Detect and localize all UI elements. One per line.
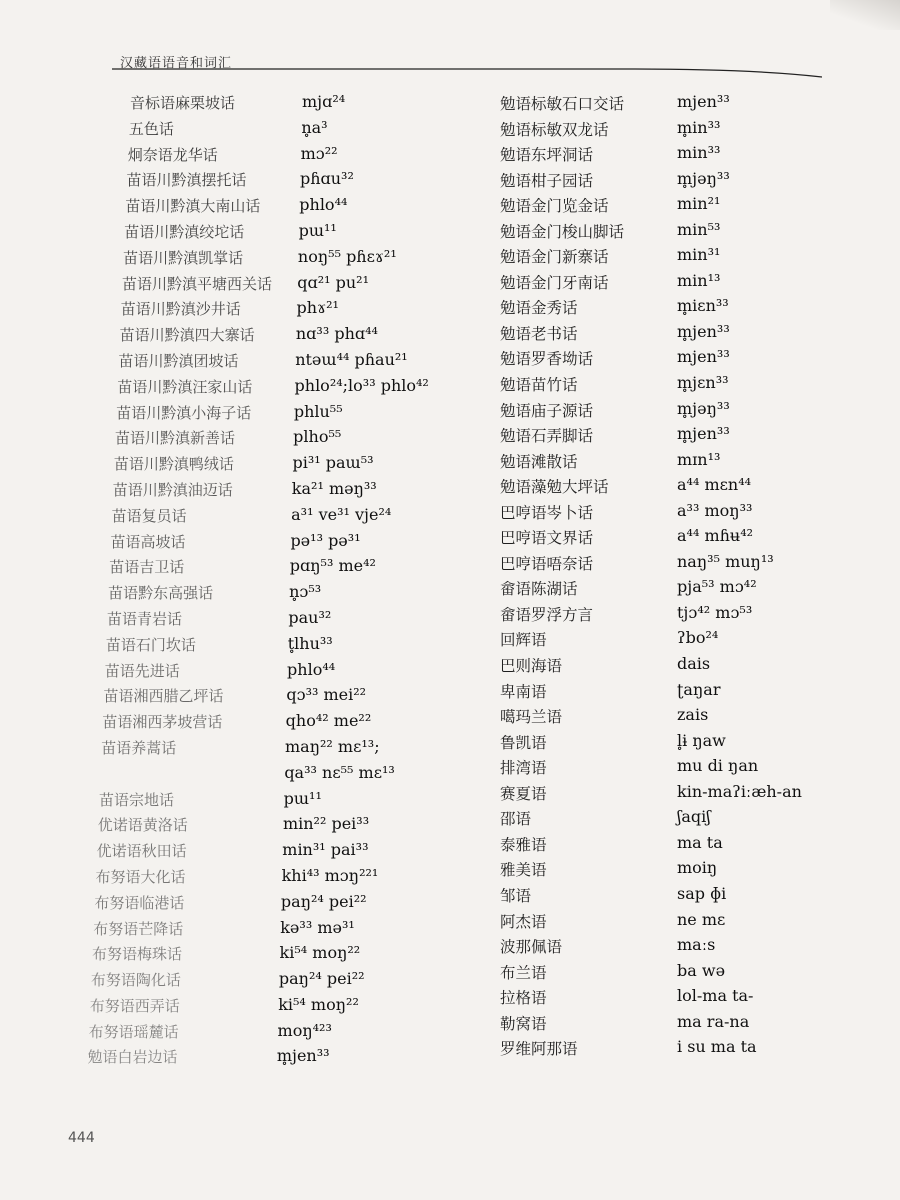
word-form: l̥ɨ ŋaw xyxy=(677,730,726,750)
entry-row xyxy=(496,373,896,399)
entry-row xyxy=(496,399,896,425)
word-form: mjɑ²⁴ xyxy=(302,92,346,111)
entry-row xyxy=(0,814,470,840)
entry-row xyxy=(0,685,470,711)
word-form: plho⁵⁵ xyxy=(293,427,342,447)
entry-row xyxy=(496,680,896,706)
entry-row xyxy=(0,118,470,144)
word-form: zais xyxy=(677,705,709,725)
dialect-name: 苗语川黔滇小海子话 xyxy=(116,403,252,422)
dialect-name: 雅美语 xyxy=(500,861,547,880)
word-form: moŋ⁴²³ xyxy=(277,1020,332,1040)
dialect-name: 苗语湘西茅坡营话 xyxy=(102,713,223,732)
word-form: dais xyxy=(677,654,711,674)
word-form: m̥jen³³ xyxy=(677,321,730,341)
entry-row xyxy=(496,577,896,603)
word-form: m̥jəŋ³³ xyxy=(677,168,730,188)
entry-row xyxy=(496,501,896,527)
dialect-name: 勉语石弄脚话 xyxy=(500,427,594,446)
entry-row xyxy=(496,245,896,271)
word-form: maːs xyxy=(677,935,716,955)
dialect-name: 优诺语秋田话 xyxy=(96,842,187,861)
dialect-name: 音标语麻栗坡话 xyxy=(130,94,236,112)
dialect-name: 勉语标敏石口交话 xyxy=(500,95,625,113)
entry-row xyxy=(0,711,470,737)
entry-row xyxy=(0,531,470,557)
word-form: pja⁵³ mɔ⁴² xyxy=(677,577,757,597)
dialect-name: 苗语青岩话 xyxy=(107,609,183,628)
dialect-name: 苗语川黔滇油迈话 xyxy=(112,480,233,499)
word-form: min⁵³ xyxy=(677,219,721,239)
entry-row xyxy=(496,194,896,220)
dialect-name: 布努语陶化话 xyxy=(90,971,181,990)
entry-row xyxy=(0,634,470,660)
left-word-column xyxy=(0,92,470,1072)
dialect-name: 勉语老书话 xyxy=(500,324,578,343)
word-form: a⁴⁴ mɛn⁴⁴ xyxy=(677,475,752,495)
entry-row xyxy=(0,92,470,118)
dialect-name: 布努语西弄话 xyxy=(89,996,180,1015)
dialect-name: 苗语高坡话 xyxy=(110,532,186,551)
dialect-name: 炯奈语龙华话 xyxy=(127,145,218,164)
dialect-name: 勉语金门梭山脚话 xyxy=(500,222,625,241)
dialect-name: 苗语复员话 xyxy=(111,506,187,525)
word-form: n̥a³ xyxy=(301,117,328,137)
dialect-name: 排湾语 xyxy=(500,759,547,778)
dialect-name: 回辉语 xyxy=(500,631,547,650)
entry-row xyxy=(0,273,470,299)
word-form: m̥in³³ xyxy=(677,117,721,137)
dialect-name: 布努语瑶麓话 xyxy=(88,1022,179,1041)
word-form: paŋ²⁴ pei²² xyxy=(280,891,367,911)
dialect-name: 邵语 xyxy=(500,810,532,829)
word-form: ma ta xyxy=(677,832,723,852)
entry-row xyxy=(496,884,896,910)
word-form: m̥jen³³ xyxy=(677,424,730,444)
entry-row xyxy=(0,866,470,892)
word-form: ma ra-na xyxy=(677,1011,750,1031)
word-form: lol-ma ta- xyxy=(677,986,754,1006)
entry-row xyxy=(0,402,470,428)
entry-row xyxy=(496,731,896,757)
word-form: ba wə xyxy=(677,960,726,980)
entry-row xyxy=(0,298,470,324)
entry-row xyxy=(0,556,470,582)
word-form: min³¹ pai³³ xyxy=(282,840,369,860)
word-form: m̥iɛn³³ xyxy=(677,296,729,316)
entry-row xyxy=(496,322,896,348)
dialect-name: 苗语川黔滇凯掌话 xyxy=(123,248,244,267)
dialect-name: 阿杰语 xyxy=(500,912,547,931)
word-form: pɯ¹¹ xyxy=(283,788,322,808)
dialect-name: 巴哼语岑卜话 xyxy=(500,503,594,522)
dialect-name: 罗维阿那语 xyxy=(500,1040,578,1059)
entry-row xyxy=(0,969,470,995)
entry-row xyxy=(496,705,896,731)
entry-row xyxy=(496,858,896,884)
word-form: pɯ¹¹ xyxy=(298,220,337,240)
word-form: min³³ xyxy=(677,143,721,163)
entry-row xyxy=(496,935,896,961)
word-form: ki⁵⁴ moŋ²² xyxy=(279,943,361,963)
word-form: mɪn¹³ xyxy=(677,449,721,469)
entry-row xyxy=(0,660,470,686)
dialect-name: 勉语藻勉大坪话 xyxy=(500,478,609,497)
dialect-name: 勒窝语 xyxy=(500,1014,547,1033)
dialect-name: 拉格语 xyxy=(500,989,547,1008)
dialect-name: 布努语大化话 xyxy=(95,867,186,886)
dialect-name: 苗语川黔滇四大寨话 xyxy=(119,326,255,345)
word-form: a³¹ ve³¹ vje²⁴ xyxy=(291,504,392,524)
word-form: m̥jəŋ³³ xyxy=(677,398,730,418)
dialect-name: 勉语标敏双龙话 xyxy=(500,120,609,139)
dialect-name: 畲语罗浮方言 xyxy=(500,605,594,624)
dialect-name: 优诺语黄洛话 xyxy=(97,816,188,835)
word-form: ka²¹ məŋ³³ xyxy=(291,478,377,498)
word-form: pɑŋ⁵³ me⁴² xyxy=(289,556,376,576)
dialect-name: 勉语金门新寨话 xyxy=(500,248,609,267)
entry-row xyxy=(496,782,896,808)
entry-row xyxy=(496,807,896,833)
entry-row xyxy=(496,1012,896,1038)
word-form: phlo²⁴;lo³³ phlo⁴² xyxy=(294,375,429,395)
word-form: paŋ²⁴ pei²² xyxy=(278,969,365,989)
entry-row xyxy=(496,92,896,118)
dialect-name: 勉语罗香坳话 xyxy=(500,350,594,369)
word-form: mjen³³ xyxy=(677,347,730,367)
word-form: min²¹ xyxy=(677,194,721,214)
dialect-name: 畲语陈湖话 xyxy=(500,580,578,599)
word-form: ʔbo²⁴ xyxy=(677,628,719,648)
entry-row xyxy=(496,118,896,144)
entry-row xyxy=(496,910,896,936)
word-form: mjen³³ xyxy=(677,92,730,111)
word-form: mɔ²² xyxy=(300,143,338,163)
entry-row xyxy=(0,324,470,350)
dialect-name: 卑南语 xyxy=(500,682,547,701)
word-form: qɔ³³ mei²² xyxy=(286,685,367,705)
entry-row xyxy=(0,995,470,1021)
word-form: phlu⁵⁵ xyxy=(293,401,343,421)
word-form: pau³² xyxy=(288,607,332,627)
dialect-name: 勉语庙子源话 xyxy=(500,401,594,420)
dialect-name: 勉语滩散话 xyxy=(500,452,578,471)
word-form: maŋ²² mɛ¹³; xyxy=(285,736,380,756)
dialect-name: 勉语金门览金话 xyxy=(500,197,609,216)
entry-row xyxy=(496,1037,896,1063)
dialect-name: 苗语吉卫话 xyxy=(109,558,185,577)
dialect-name: 苗语黔东高强话 xyxy=(108,584,214,603)
dialect-name: 波那佩语 xyxy=(500,938,563,957)
word-form: ntəɯ⁴⁴ pɦau²¹ xyxy=(295,349,408,369)
word-form: pə¹³ pə³¹ xyxy=(290,530,361,550)
dialect-name: 苗语养蒿话 xyxy=(101,738,177,757)
word-form: naŋ³⁵ muŋ¹³ xyxy=(677,551,774,571)
word-form: tjɔ⁴² mɔ⁵³ xyxy=(677,602,753,622)
entry-row xyxy=(0,737,470,763)
dialect-name: 苗语川黔滇新善话 xyxy=(115,429,236,448)
word-form: khi⁴³ mɔŋ²²¹ xyxy=(281,865,379,885)
dialect-name: 勉语白岩边话 xyxy=(87,1048,178,1067)
entry-row xyxy=(496,475,896,501)
dialect-name: 巴哼语文界话 xyxy=(500,529,594,548)
word-form: ʈaŋar xyxy=(677,679,721,699)
entry-row xyxy=(496,169,896,195)
word-form: a³³ moŋ³³ xyxy=(677,500,753,520)
word-form: sap ɸi xyxy=(677,883,727,903)
dialect-name: 苗语川黔滇绞坨话 xyxy=(124,222,245,241)
dialect-name: 勉语金秀话 xyxy=(500,299,578,318)
dialect-name: 赛夏语 xyxy=(500,784,547,803)
dialect-name: 噶玛兰语 xyxy=(500,708,563,727)
word-form: mu di ŋan xyxy=(677,756,759,776)
word-form: m̥jen³³ xyxy=(276,1046,330,1066)
page-number: 444 xyxy=(68,1130,95,1146)
word-form: nɑ³³ phɑ⁴⁴ xyxy=(295,324,378,344)
word-form: phlo⁴⁴ xyxy=(287,659,336,679)
entry-row xyxy=(0,840,470,866)
dialect-name: 布努语梅珠话 xyxy=(92,945,183,964)
entry-row xyxy=(496,143,896,169)
word-form: i su ma ta xyxy=(677,1037,757,1057)
dialect-name: 布兰语 xyxy=(500,963,547,982)
word-form: pɦɑu³² xyxy=(299,169,354,189)
word-form: moiŋ xyxy=(677,858,718,878)
entry-row xyxy=(0,427,470,453)
dialect-name: 苗语宗地话 xyxy=(98,790,174,809)
dialect-name: 巴则海语 xyxy=(500,657,563,676)
dialect-name: 苗语川黔滇大南山话 xyxy=(125,197,261,216)
entry-row xyxy=(496,296,896,322)
entry-row xyxy=(0,350,470,376)
entry-row xyxy=(496,628,896,654)
word-form: t̥lhu³³ xyxy=(287,633,333,653)
word-form: n̥ɔ⁵³ xyxy=(289,582,322,602)
entry-row xyxy=(0,169,470,195)
word-form: pi³¹ paɯ⁵³ xyxy=(292,453,374,473)
entry-row xyxy=(0,1046,470,1072)
dialect-name: 勉语苗竹话 xyxy=(500,376,578,395)
word-form: ki⁵⁴ moŋ²² xyxy=(278,994,359,1014)
dialect-name: 布努语临港话 xyxy=(94,893,185,912)
entry-row xyxy=(0,195,470,221)
word-form: ne mɛ xyxy=(677,909,726,929)
entry-row xyxy=(0,479,470,505)
page-corner-shadow xyxy=(830,0,900,30)
entry-row xyxy=(0,892,470,918)
entry-row xyxy=(0,144,470,170)
entry-row xyxy=(0,247,470,273)
word-form: a⁴⁴ mɦʉ⁴² xyxy=(677,526,754,546)
dialect-name: 邹语 xyxy=(500,886,532,905)
entry-row xyxy=(496,552,896,578)
entry-row xyxy=(0,763,470,789)
entry-row xyxy=(0,608,470,634)
word-form: min³¹ xyxy=(677,245,721,265)
dialect-name: 苗语川黔滇摆托话 xyxy=(126,171,247,190)
entry-row xyxy=(496,450,896,476)
word-form: min²² pei³³ xyxy=(282,814,370,834)
dialect-name: 苗语先进话 xyxy=(104,661,180,680)
entry-row xyxy=(496,986,896,1012)
dialect-name: 鲁凯语 xyxy=(500,733,547,752)
word-form: phlo⁴⁴ xyxy=(299,195,348,215)
entry-row xyxy=(496,833,896,859)
dialect-name: 苗语石门坎话 xyxy=(105,635,196,654)
entry-row xyxy=(496,756,896,782)
dialect-name: 苗语川黔滇团坡话 xyxy=(118,351,239,370)
entry-row xyxy=(496,347,896,373)
word-form: ʃaqiʃ xyxy=(677,807,711,827)
dialect-name: 布努语芒降话 xyxy=(93,919,184,938)
dialect-name: 五色话 xyxy=(128,119,174,138)
dialect-name: 苗语川黔滇汪家山话 xyxy=(117,377,253,396)
word-form: qɑ²¹ pu²¹ xyxy=(297,272,370,292)
dialect-name: 勉语柑子园话 xyxy=(500,171,594,190)
entry-row xyxy=(496,220,896,246)
entry-row xyxy=(0,376,470,402)
word-form: qa³³ nɛ⁵⁵ mɛ¹³ xyxy=(284,762,395,782)
dialect-name: 勉语金门牙南话 xyxy=(500,273,609,292)
entry-row xyxy=(496,526,896,552)
dialect-name: 苗语川黔滇平塘西关话 xyxy=(121,274,272,293)
entry-row xyxy=(0,789,470,815)
dialect-name: 巴哼语唔奈话 xyxy=(500,554,594,573)
entry-row xyxy=(496,603,896,629)
entry-row xyxy=(0,505,470,531)
dialect-name: 苗语湘西腊乙坪话 xyxy=(103,687,224,706)
word-form: kə³³ mə³¹ xyxy=(280,917,355,937)
dialect-name: 勉语东坪洞话 xyxy=(500,146,594,165)
entry-row xyxy=(0,582,470,608)
dialect-name: 苗语川黔滇沙井话 xyxy=(120,300,241,319)
running-head: 汉藏语语音和词汇 xyxy=(120,56,233,71)
dialect-name: 泰雅语 xyxy=(500,835,547,854)
entry-row xyxy=(496,654,896,680)
entry-row xyxy=(496,961,896,987)
word-form: kin-maʔiːæh-an xyxy=(677,781,802,801)
entry-row xyxy=(496,271,896,297)
word-form: min¹³ xyxy=(677,270,721,290)
header-rule xyxy=(112,66,822,78)
entry-row xyxy=(0,918,470,944)
word-form: noŋ⁵⁵ pɦɛɤ²¹ xyxy=(297,246,397,266)
entry-row xyxy=(0,1021,470,1047)
entry-row xyxy=(0,221,470,247)
right-word-column xyxy=(496,92,896,1063)
word-form: m̥jɛn³³ xyxy=(677,373,729,393)
word-form: qho⁴² me²² xyxy=(285,711,372,731)
entry-row xyxy=(496,424,896,450)
entry-row xyxy=(0,453,470,479)
entry-row xyxy=(0,943,470,969)
dialect-name: 苗语川黔滇鸭绒话 xyxy=(113,455,234,474)
word-form: phɤ²¹ xyxy=(296,298,339,318)
